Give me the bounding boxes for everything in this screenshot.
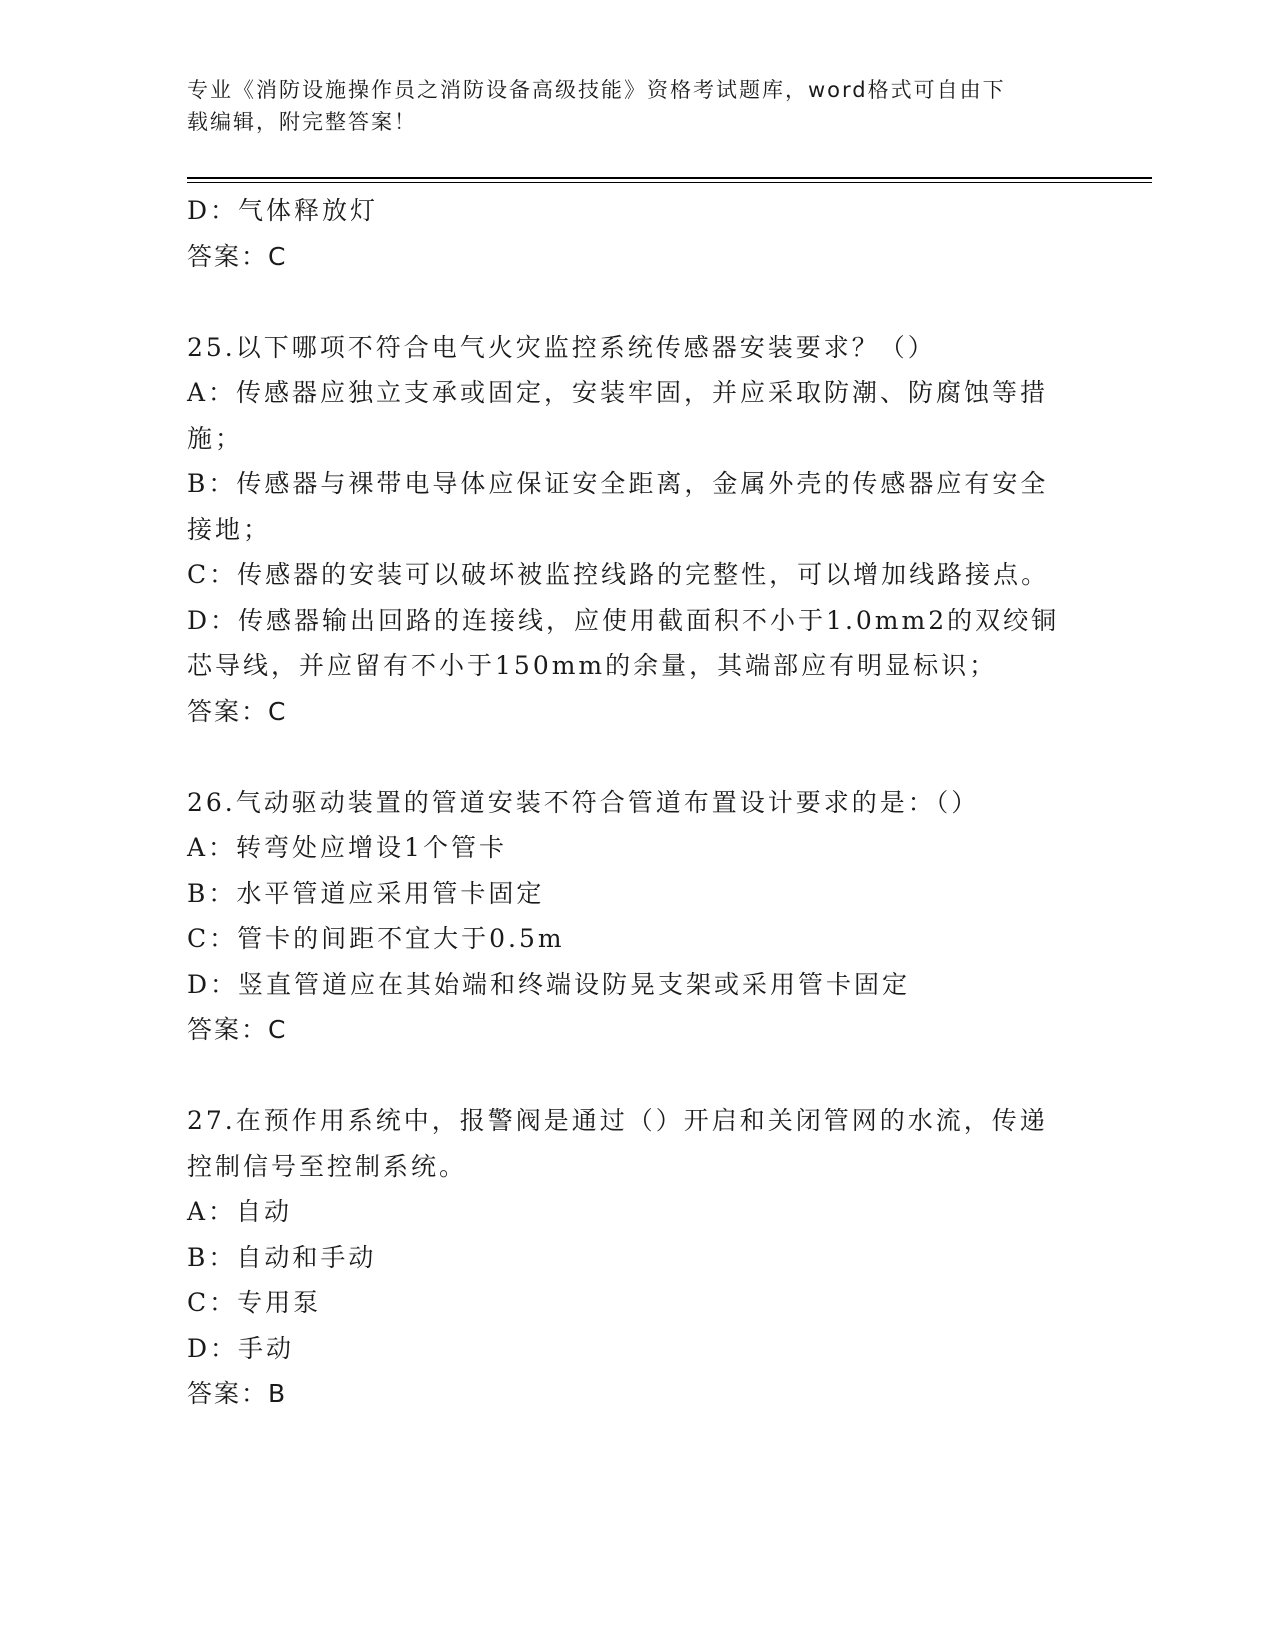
- question-stem: 26.气动驱动装置的管道安装不符合管道布置设计要求的是：（）: [187, 787, 980, 817]
- option-c: C：传感器的安装可以破坏被监控线路的完整性，可以增加线路接点。: [187, 560, 1050, 589]
- question-stem: 27.在预作用系统中，报警阀是通过（）开启和关闭管网的水流，传递: [187, 1106, 1048, 1135]
- question-stem: 25.以下哪项不符合电气火灾监控系统传感器安装要求？（）: [187, 332, 936, 362]
- option-b: B：自动和手动: [187, 1242, 377, 1272]
- spacer: [187, 734, 1087, 780]
- answer-line: 答案：C: [187, 1015, 288, 1044]
- spacer: [187, 279, 1087, 325]
- option-d: D：手动: [187, 1333, 295, 1363]
- option-c: C：管卡的间距不宜大于0.5m: [187, 924, 565, 953]
- option-a: A：转弯处应增设1个管卡: [187, 833, 507, 862]
- option-b-cont: 接地；: [187, 514, 272, 544]
- question-26: [187, 780, 1087, 1053]
- question-stem-cont: 控制信号至控制系统。: [187, 1151, 468, 1181]
- header-line-2: 载编辑，附完整答案！: [187, 110, 417, 134]
- option-c: C：专用泵: [187, 1288, 322, 1317]
- header-rule-thin: [187, 182, 1152, 183]
- question-25: [187, 325, 1087, 735]
- option-a: A：自动: [187, 1197, 293, 1226]
- question-content: [187, 188, 1087, 1417]
- header-line-1: 专业《消防设施操作员之消防设备高级技能》资格考试题库，word格式可自由下: [187, 78, 1006, 102]
- option-a: A：传感器应独立支承或固定，安装牢固，并应采取防潮、防腐蚀等措: [187, 378, 1049, 407]
- option-b: B：水平管道应采用管卡固定: [187, 878, 545, 908]
- header-rule-thick: [187, 177, 1152, 179]
- question-27: [187, 1098, 1087, 1417]
- previous-question-tail: [187, 188, 1087, 279]
- option-a-cont: 施；: [187, 423, 244, 453]
- option-d-cont: 芯导线，并应留有不小于150mm的余量，其端部应有明显标识；: [187, 651, 998, 680]
- answer-line: 答案：B: [187, 1379, 288, 1408]
- page-header: [187, 74, 1067, 138]
- option-b: B：传感器与裸带电导体应保证安全距离，金属外壳的传感器应有安全: [187, 469, 1049, 498]
- answer-line: 答案：C: [187, 696, 288, 726]
- option-d: D：竖直管道应在其始端和终端设防晃支架或采用管卡固定: [187, 969, 911, 999]
- option-d: D：传感器输出回路的连接线，应使用截面积不小于1.0mm2的双绞铜: [187, 605, 1060, 635]
- spacer: [187, 1053, 1087, 1099]
- option-d: D：气体释放灯: [187, 196, 379, 225]
- answer-line: 答案：C: [187, 241, 288, 271]
